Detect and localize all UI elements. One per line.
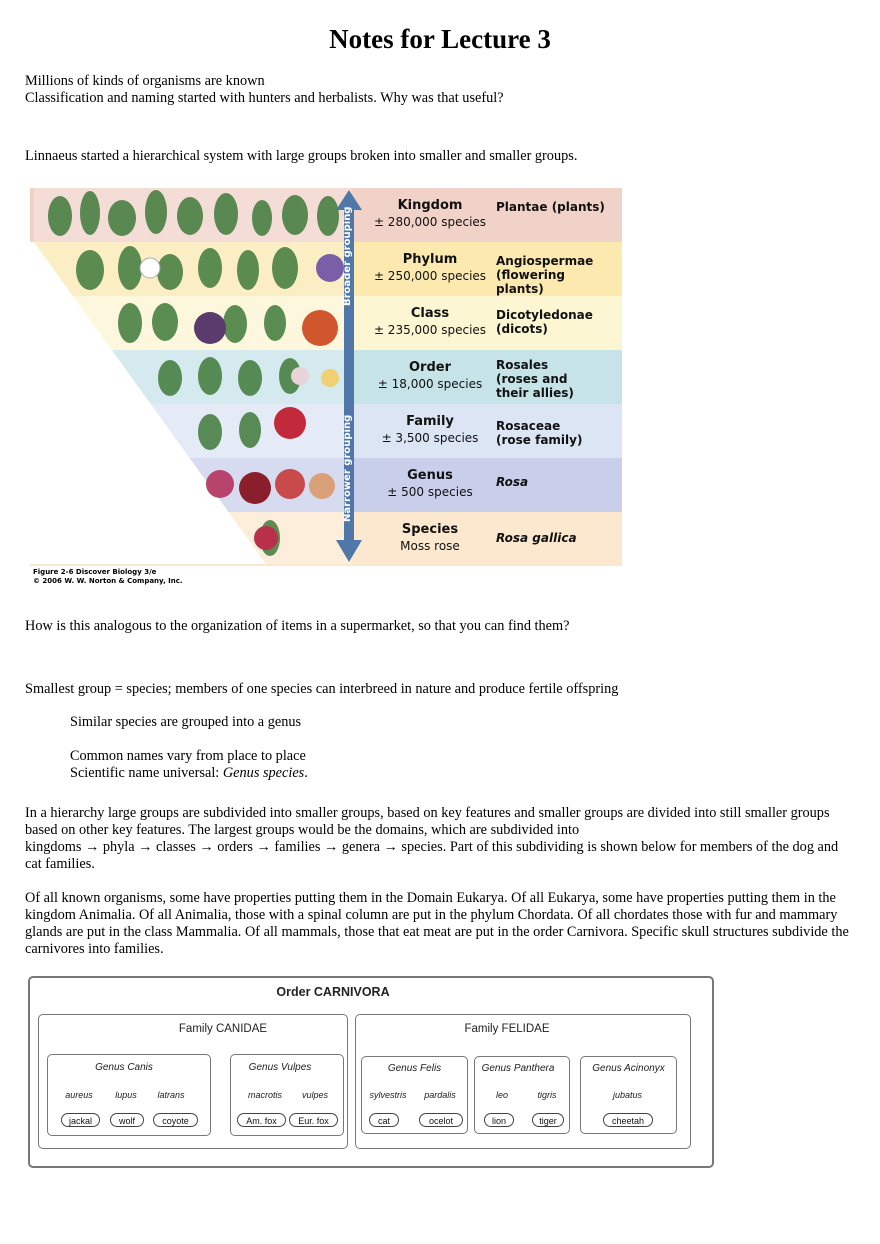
example-family: Rosaceae (rose family) (496, 419, 583, 447)
common-coyote: coyote (153, 1113, 198, 1127)
rank-name: Kingdom (397, 198, 463, 213)
figure-credit (33, 568, 183, 586)
genus-panthera-label: Genus Panthera (481, 1063, 555, 1074)
species-definition: Smallest group = species; members of one species can interbreed in nature and produce fertile offspring (25, 681, 619, 697)
example-species: Rosa gallica (496, 531, 577, 545)
broader-grouping-label: Broader grouping (342, 206, 353, 306)
species-leo: leo (495, 1090, 508, 1100)
genus-canis-label: Genus Canis (95, 1062, 153, 1073)
order-carnivora-label: Order CARNIVORA (276, 985, 390, 999)
common-cat: cat (369, 1113, 399, 1127)
species-macrotis: macrotis (247, 1090, 282, 1100)
scientific-suffix: . (304, 765, 308, 781)
organisms-paragraph: Of all known organisms, some have properties putting them in the Domain Eukarya. Of all Eukarya, some have properties putting them in the kingdom Animalia. Of all Animalia, those with a spinal column are put in the phylum Chordata. Of all chordates those with fur and mammary glands are put in the class Mammalia. Of all mammals, those that eat meat are put in the order Carnivora. Specific skull structures subdivide the carnivores into families. (25, 890, 849, 957)
rank-family (370, 413, 490, 447)
rank-phylum (370, 251, 490, 285)
example-genus: Rosa (496, 475, 529, 489)
scientific-italic: Genus species (222, 765, 305, 781)
common-names-line: Common names vary from place to place (70, 748, 306, 764)
family-felidae-label: Family FELIDAE (464, 1023, 550, 1035)
broader-label-wrap (334, 206, 364, 306)
intro-line-1: Millions of kinds of organisms are known (25, 73, 265, 89)
linnaeus-line: Linnaeus started a hierarchical system with large groups broken into smaller and smaller groups. (25, 148, 578, 164)
hierarchy-text-2: kingdoms → phyla → classes → orders → families → genera → species. Part of this subdividing is shown below for members of the dog and cat families. (25, 839, 839, 872)
example-phylum: Angiospermae (flowering plants) (496, 254, 594, 296)
genus-felis-label: Genus Felis (387, 1063, 442, 1074)
common-tiger: tiger (532, 1113, 564, 1127)
species-jubatus: jubatus (612, 1090, 643, 1100)
supermarket-question: How is this analogous to the organization of items in a supermarket, so that you can find them? (25, 618, 570, 634)
rank-species (370, 521, 490, 555)
plant-illustrations (30, 188, 360, 568)
common-lion: lion (484, 1113, 514, 1127)
credit-line-2: © 2006 W. W. Norton & Company, Inc. (33, 577, 183, 585)
scientific-name-line (70, 765, 308, 782)
rank-kingdom (370, 197, 490, 231)
species-latrans: latrans (157, 1090, 185, 1100)
common-am-fox: Am. fox (237, 1113, 286, 1127)
common-eur-fox: Eur. fox (289, 1113, 338, 1127)
hierarchy-paragraph (25, 805, 855, 873)
genus-vulpes-label: Genus Vulpes (248, 1062, 312, 1073)
example-order: Rosales (roses and their allies) (496, 358, 574, 400)
rank-class (370, 305, 490, 339)
common-jackal: jackal (61, 1113, 100, 1127)
rank-count: ± 280,000 species (373, 215, 487, 229)
rank-name: Genus (407, 468, 453, 483)
species-lupus: lupus (115, 1090, 137, 1100)
species-sylvestris: sylvestris (369, 1090, 407, 1100)
rank-genus (370, 467, 490, 501)
rank-name: Class (410, 306, 450, 321)
species-pardalis: pardalis (424, 1090, 456, 1100)
page-title: Notes for Lecture 3 (329, 24, 551, 54)
credit-line-1: Figure 2-6 Discover Biology 3/e (33, 568, 157, 576)
example-class: Dicotyledonae (dicots) (496, 308, 593, 336)
scientific-prefix: Scientific name universal: (70, 765, 223, 781)
rank-name: Species (401, 522, 459, 537)
rank-name: Order (409, 360, 451, 375)
hierarchy-text-1: In a hierarchy large groups are subdivided into smaller groups, based on key features and smaller groups are divided into still smaller groups based on other key features. The largest groups would be the domains, which are subdivided into (25, 805, 830, 838)
rank-name: Family (406, 414, 454, 429)
genus-line: Similar species are grouped into a genus (70, 714, 302, 730)
species-aureus: aureus (65, 1090, 93, 1100)
rank-count: ± 3,500 species (381, 431, 479, 445)
rank-count: Moss rose (400, 539, 460, 553)
classification-figure (30, 188, 622, 584)
species-tigris: tigris (537, 1090, 557, 1100)
genus-acinonyx-label: Genus Acinonyx (592, 1063, 665, 1074)
common-ocelot: ocelot (419, 1113, 463, 1127)
intro-line-2: Classification and naming started with hunters and herbalists. Why was that useful? (25, 90, 504, 106)
narrower-label-wrap (334, 414, 364, 522)
rank-order (370, 359, 490, 393)
rank-count: ± 18,000 species (377, 377, 483, 391)
example-kingdom: Plantae (plants) (496, 200, 605, 214)
family-canidae-label: Family CANIDAE (178, 1023, 268, 1035)
narrower-grouping-label: Narrower grouping (342, 414, 353, 522)
common-wolf: wolf (110, 1113, 144, 1127)
rank-count: ± 235,000 species (373, 323, 487, 337)
rank-count: ± 500 species (387, 485, 473, 499)
common-cheetah: cheetah (603, 1113, 653, 1127)
species-vulpes: vulpes (301, 1090, 328, 1100)
rank-count: ± 250,000 species (373, 269, 487, 283)
rank-name: Phylum (402, 252, 458, 267)
